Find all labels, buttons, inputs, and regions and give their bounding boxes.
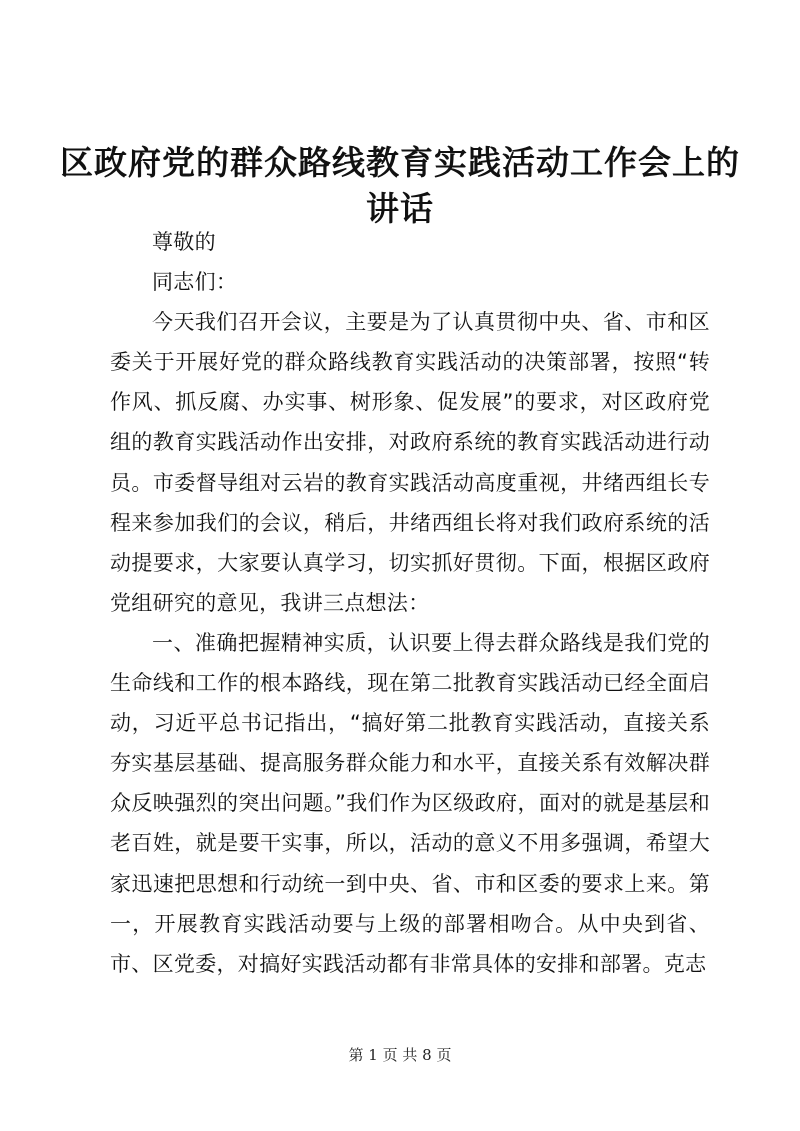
addressee: 同志们：: [152, 270, 238, 295]
title-line-1: 区政府党的群众路线教育实践活动工作会上的: [60, 143, 740, 182]
salutation: 尊敬的: [152, 230, 216, 254]
title-line-2: 讲话: [366, 189, 434, 228]
paragraph-section-one: 一、准确把握精神实质，认识要上得去群众路线是我们党的生命线和工作的根本路线，现在第二批教育实践活动已经全面启动，习近平总书记指出，“搞好第二批教育实践活动，直接关系夯实基层基础、提高服务群众能力和水平，直接关系有效解决群众反映强烈的突出问题。”我们作为区级政府，面对的就是基层和老百姓，就是要干实事，所以，活动的意义不用多强调，希望大家迅速把思想和行动统一到中央、省、市和区委的要求上来。第一，开展教育实践活动要与上级的部署相吻合。从中央到省、市、区党委，对搞好实践活动都有非常具体的安排和部署。克志: [110, 630, 710, 976]
document-title: [60, 140, 740, 232]
document-body: [110, 222, 710, 984]
page-footer: 第 1 页 共 8 页: [348, 1046, 452, 1064]
paragraph-intro: 今天我们召开会议，主要是为了认真贯彻中央、省、市和区委关于开展好党的群众路线教育实践活动的决策部署，按照“转作风、抓反腐、办实事、树形象、促发展”的要求，对区政府党组的教育实践活动作出安排，对政府系统的教育实践活动进行动员。市委督导组对云岩的教育实践活动高度重视，井绪西组长专程来参加我们的会议，稍后，井绪西组长将对我们政府系统的活动提要求，大家要认真学习，切实抓好贯彻。下面，根据区政府党组研究的意见，我讲三点想法：: [110, 310, 710, 615]
